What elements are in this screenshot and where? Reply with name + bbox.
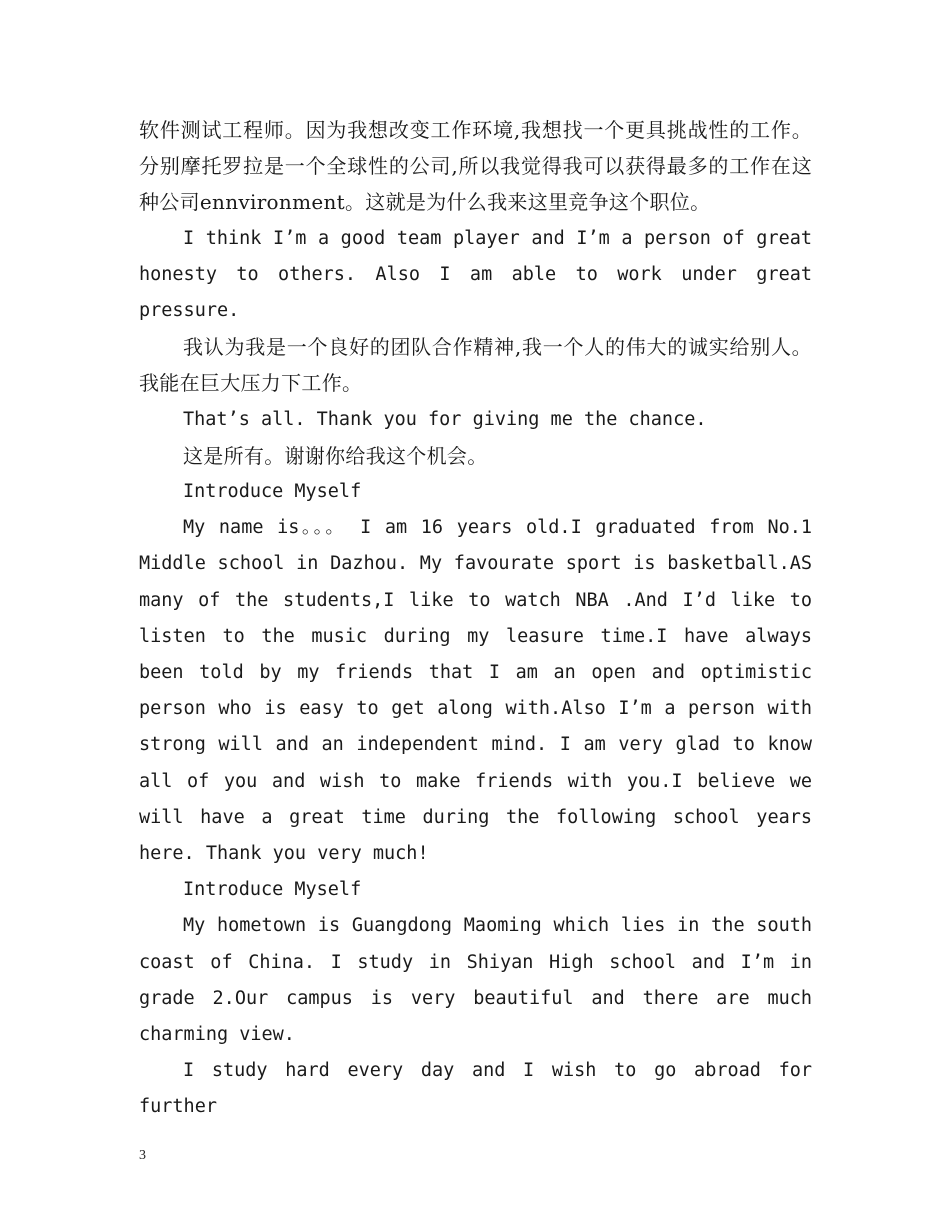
paragraph-team-player: I think I’m a good team player and I’m a person of great honesty to others. Also I am able to work under great pressure. <box>139 227 812 322</box>
paragraph-chinese-team-player: 我认为我是一个良好的团队合作精神,我一个人的伟大的诚实给别人。我能在巨大压力下工作。 <box>139 335 812 396</box>
section-heading-introduce-myself: Introduce Myself <box>183 481 362 503</box>
section-heading-introduce-myself-2: Introduce Myself <box>183 879 362 901</box>
paragraph-my-name: My name is。。。 I am 16 years old.I graduated from No.1 Middle school in Dazhou. My favourate sport is basketball.AS many of the students,I like to watch NBA .And I’d like to listen to the music during my leasure time.I have always been told by my friends that I am an open and optimistic person who is easy to get along with.Also I’m a person with strong will and an independent mind. I am very glad to know all of you and wish to make friends with you.I believe we will have a great time during the following school years here. Thank you very much! <box>139 517 812 865</box>
paragraph-chinese-thanks: 这是所有。谢谢你给我这个机会。 <box>183 443 488 468</box>
paragraph-thanks: That’s all. Thank you for giving me the chance. <box>183 408 707 430</box>
body-text <box>139 112 812 1126</box>
paragraph-study-hard: I study hard every day and I wish to go abroad for further <box>139 1060 812 1118</box>
paragraph-hometown: My hometown is Guangdong Maoming which lies in the south coast of China. I study in Shiyan High school and I’m in grade 2.Our campus is very beautiful and there are much charming view. <box>139 915 812 1046</box>
paragraph-chinese-intro: 软件测试工程师。因为我想改变工作环境,我想找一个更具挑战性的工作。分别摩托罗拉是一个全球性的公司,所以我觉得我可以获得最多的工作在这种公司ennvironment。这就是为什么我来这里竞争这个职位。 <box>139 118 812 215</box>
page-number: 3 <box>139 1148 146 1163</box>
